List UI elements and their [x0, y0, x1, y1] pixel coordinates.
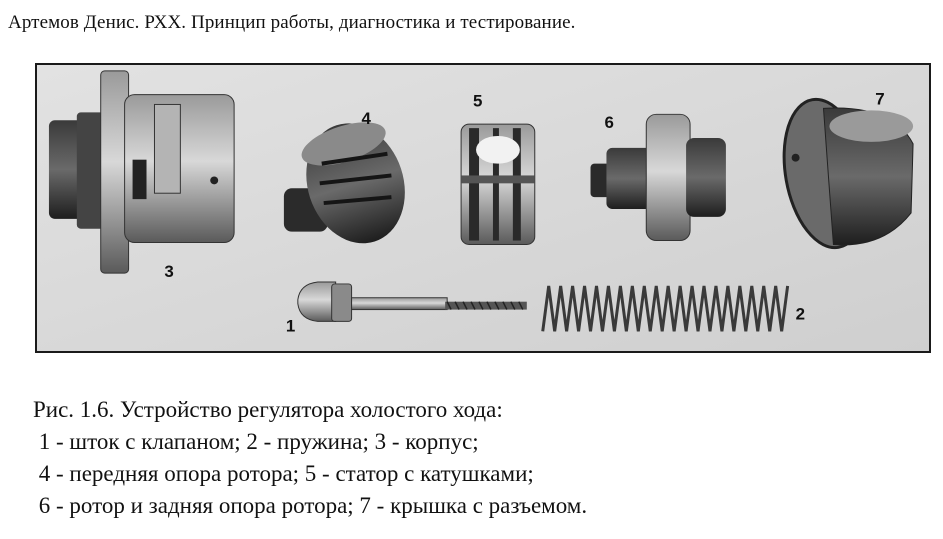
- part-label-7: 7: [875, 89, 885, 109]
- part-label-3: 3: [164, 262, 174, 282]
- caption-legend-line: 6 - ротор и задняя опора ротора; 7 - крышка с разъемом.: [33, 493, 588, 518]
- idle-air-control-valve-parts: [37, 65, 929, 351]
- part-label-6: 6: [604, 113, 614, 133]
- part-label-1: 1: [285, 316, 296, 336]
- figure-caption: [33, 394, 587, 522]
- caption-title: Рис. 1.6. Устройство регулятора холостого хода:: [33, 397, 503, 422]
- part-stator-with-coils: [461, 124, 535, 244]
- part-label-5: 5: [473, 91, 483, 111]
- document-header: Артемов Денис. РХХ. Принцип работы, диагностика и тестирование.: [8, 12, 576, 33]
- caption-legend-line: 4 - передняя опора ротора; 5 - статор с катушками;: [33, 461, 534, 486]
- exploded-view-photo: [35, 63, 931, 353]
- part-label-2: 2: [795, 304, 806, 324]
- caption-legend-line: 1 - шток с клапаном; 2 - пружина; 3 - корпус;: [33, 429, 479, 454]
- part-label-4: 4: [361, 109, 371, 129]
